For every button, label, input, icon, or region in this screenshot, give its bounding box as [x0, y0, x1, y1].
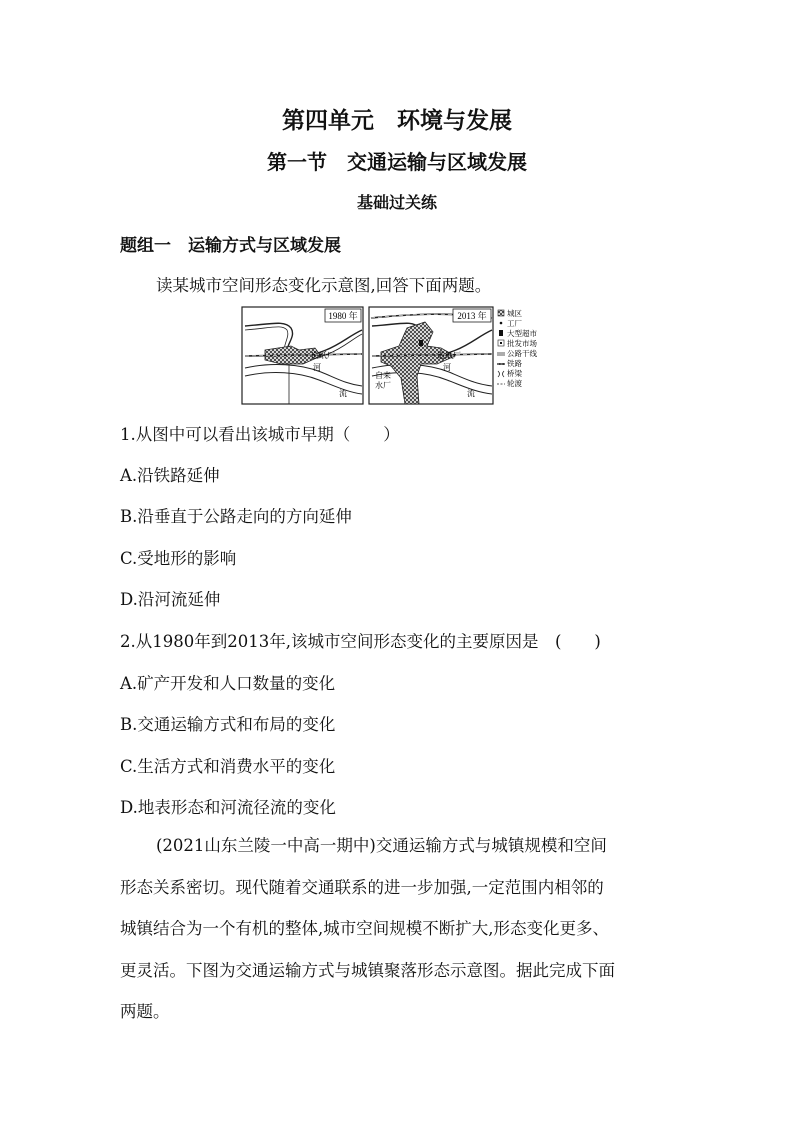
legend-label-ferry: 轮渡	[507, 379, 522, 388]
legend-filled-rect-icon	[499, 330, 503, 336]
legend-bridge-icon	[498, 371, 504, 377]
legend-hatched-square-icon	[498, 310, 504, 316]
passage-line-3: 城镇结合为一个有机的整体,城市空间规模不断扩大,形态变化更多、	[120, 919, 609, 938]
section-title: 第一节 交通运输与区域发展	[267, 150, 527, 174]
sub-title: 基础过关练	[356, 193, 437, 212]
year-1980-label: 1980 年	[328, 311, 358, 321]
passage-line-1: (2021山东兰陵一中高一期中)交通运输方式与城镇规模和空间	[156, 836, 607, 855]
legend-label-highway: 公路干线	[507, 349, 537, 358]
year-2013-label: 2013 年	[457, 311, 487, 321]
question-2-option-d: D.地表形态和河流径流的变化	[120, 798, 336, 817]
waterworks-label-line2: 水厂	[375, 381, 391, 390]
map-1980	[242, 307, 363, 404]
supermarket-marker	[419, 340, 423, 346]
river-he-label-1980: 河	[313, 363, 321, 372]
group-title: 题组一 运输方式与区域发展	[120, 236, 341, 256]
question-2-option-b: B.交通运输方式和布局的变化	[120, 715, 336, 734]
map-2013	[369, 307, 493, 404]
passage-line-5: 两题。	[120, 1002, 170, 1021]
legend-label-factory: 工厂	[507, 319, 522, 328]
question-1-option-b: B.沿垂直于公路走向的方向延伸	[120, 507, 352, 526]
river-he-label-2013: 河	[443, 363, 451, 372]
river-liu-label-2013: 流	[467, 389, 475, 398]
legend-label-bridge: 桥梁	[507, 369, 522, 378]
question-2-option-a: A.矿产开发和人口数量的变化	[120, 674, 336, 693]
question-1-option-a: A.沿铁路延伸	[120, 466, 220, 485]
legend-label-railway: 铁路	[507, 359, 522, 368]
legend-dot-icon	[500, 322, 503, 325]
passage-line-4: 更灵活。下图为交通运输方式与城镇聚落形态示意图。据此完成下面	[120, 960, 615, 980]
legend-label-wholesale: 批发市场	[507, 339, 537, 348]
legend-double-line-icon	[497, 353, 505, 355]
passage	[120, 825, 680, 1033]
legend-label-urban: 城区	[507, 309, 522, 318]
question-2-stem: 2.从1980年到2013年,该城市空间形态变化的主要原因是 ( )	[120, 632, 601, 651]
question-1-stem: 1.从图中可以看出该城市早期（ ）	[120, 425, 400, 444]
river-liu-label-1980: 流	[339, 389, 347, 398]
legend-label-supermarket: 大型超市	[507, 329, 537, 338]
unit-title: 第四单元 环境与发展	[282, 107, 512, 134]
city-form-map-figure	[241, 306, 553, 405]
map-legend	[497, 308, 537, 388]
intro-text: 读某城市空间形态变化示意图,回答下面两题。	[156, 276, 492, 295]
factory-label-2013: 造纸厂	[437, 351, 461, 360]
passage-line-2: 形态关系密切。现代随着交通联系的进一步加强,一定范围内相邻的	[120, 877, 604, 897]
question-1-option-d: D.沿河流延伸	[120, 590, 221, 609]
waterworks-label-line1: 自来	[375, 371, 391, 380]
factory-label-1980: 造纸厂	[311, 351, 335, 360]
question-2-option-c: C.生活方式和消费水平的变化	[120, 757, 336, 776]
question-1-option-c: C.受地形的影响	[120, 549, 237, 568]
